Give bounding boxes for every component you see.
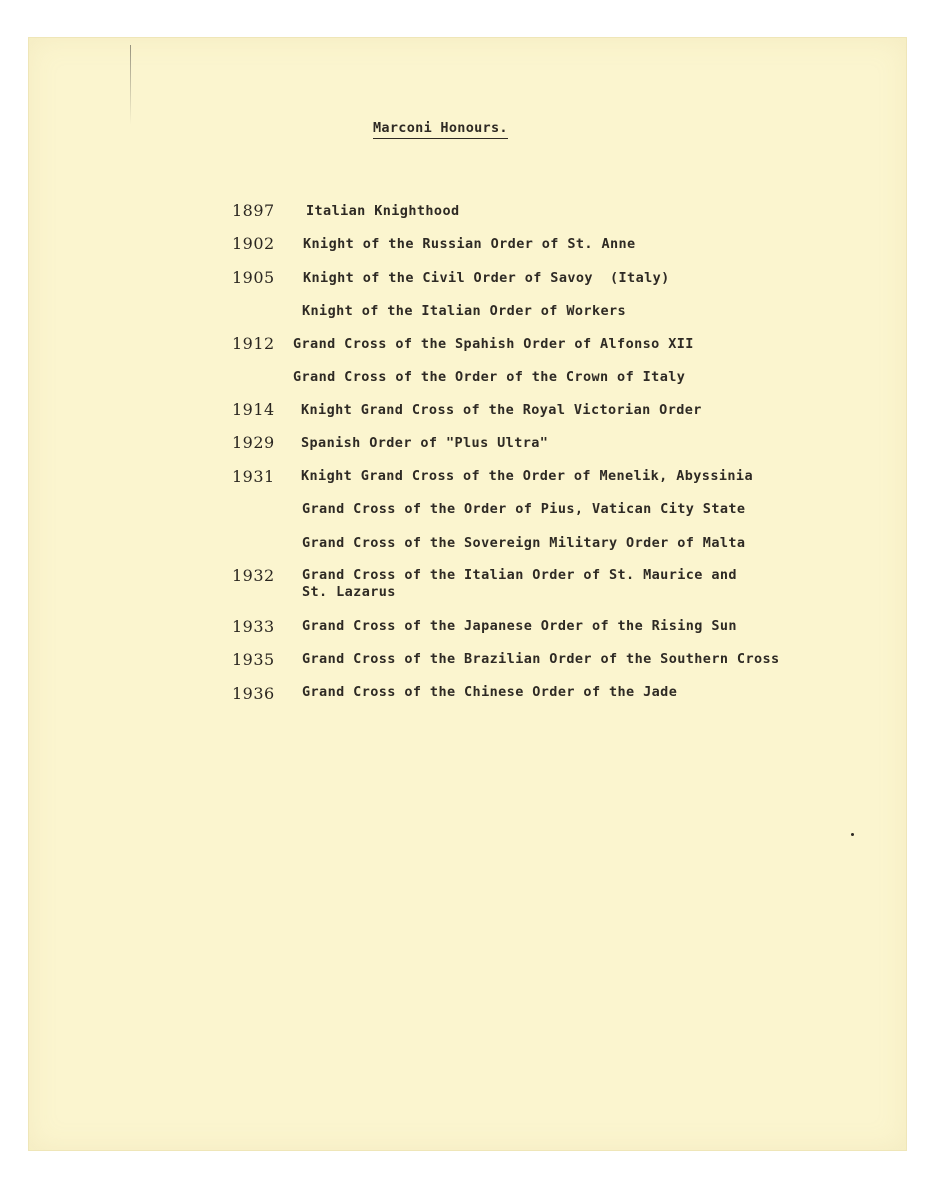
entry-honour: Knight Grand Cross of the Order of Menelik, Abyssinia <box>301 468 753 484</box>
entry-year: 1931 <box>232 467 275 486</box>
entry-honour: Grand Cross of the Italian Order of St. Maurice and <box>302 567 737 583</box>
document-title: Marconi Honours. <box>373 120 508 139</box>
entry-year: 1905 <box>232 268 275 287</box>
entry-year: 1932 <box>232 566 275 585</box>
entry-honour: Italian Knighthood <box>306 203 460 219</box>
entry-honour: Knight of the Civil Order of Savoy (Italy) <box>303 270 670 286</box>
entry-year: 1935 <box>232 650 275 669</box>
entry-year: 1936 <box>232 684 275 703</box>
entry-honour: Knight of the Russian Order of St. Anne <box>303 236 636 252</box>
paper-sheet <box>28 37 907 1151</box>
entry-honour: Grand Cross of the Japanese Order of the Rising Sun <box>302 618 737 634</box>
entry-honour: Grand Cross of the Chinese Order of the Jade <box>302 684 678 700</box>
entry-honour: Grand Cross of the Order of Pius, Vatican City State <box>302 501 746 517</box>
entry-year: 1933 <box>232 617 275 636</box>
entry-year: 1897 <box>232 201 275 220</box>
entry-year: 1929 <box>232 433 275 452</box>
entry-honour: Spanish Order of "Plus Ultra" <box>301 435 549 451</box>
entry-honour: Grand Cross of the Spahish Order of Alfonso XII <box>293 336 694 352</box>
staple-mark <box>130 45 131 125</box>
entry-honour: Grand Cross of the Order of the Crown of Italy <box>293 369 686 385</box>
ink-speck <box>851 833 854 836</box>
entry-year: 1914 <box>232 400 275 419</box>
entry-honour: Grand Cross of the Sovereign Military Order of Malta <box>302 535 746 551</box>
entry-year: 1902 <box>232 234 275 253</box>
entry-year: 1912 <box>232 334 275 353</box>
entry-honour: Grand Cross of the Brazilian Order of the Southern Cross <box>302 651 780 667</box>
entry-honour: Knight Grand Cross of the Royal Victorian Order <box>301 402 702 418</box>
entry-honour-continuation: St. Lazarus <box>302 584 396 600</box>
entry-honour: Knight of the Italian Order of Workers <box>302 303 627 319</box>
